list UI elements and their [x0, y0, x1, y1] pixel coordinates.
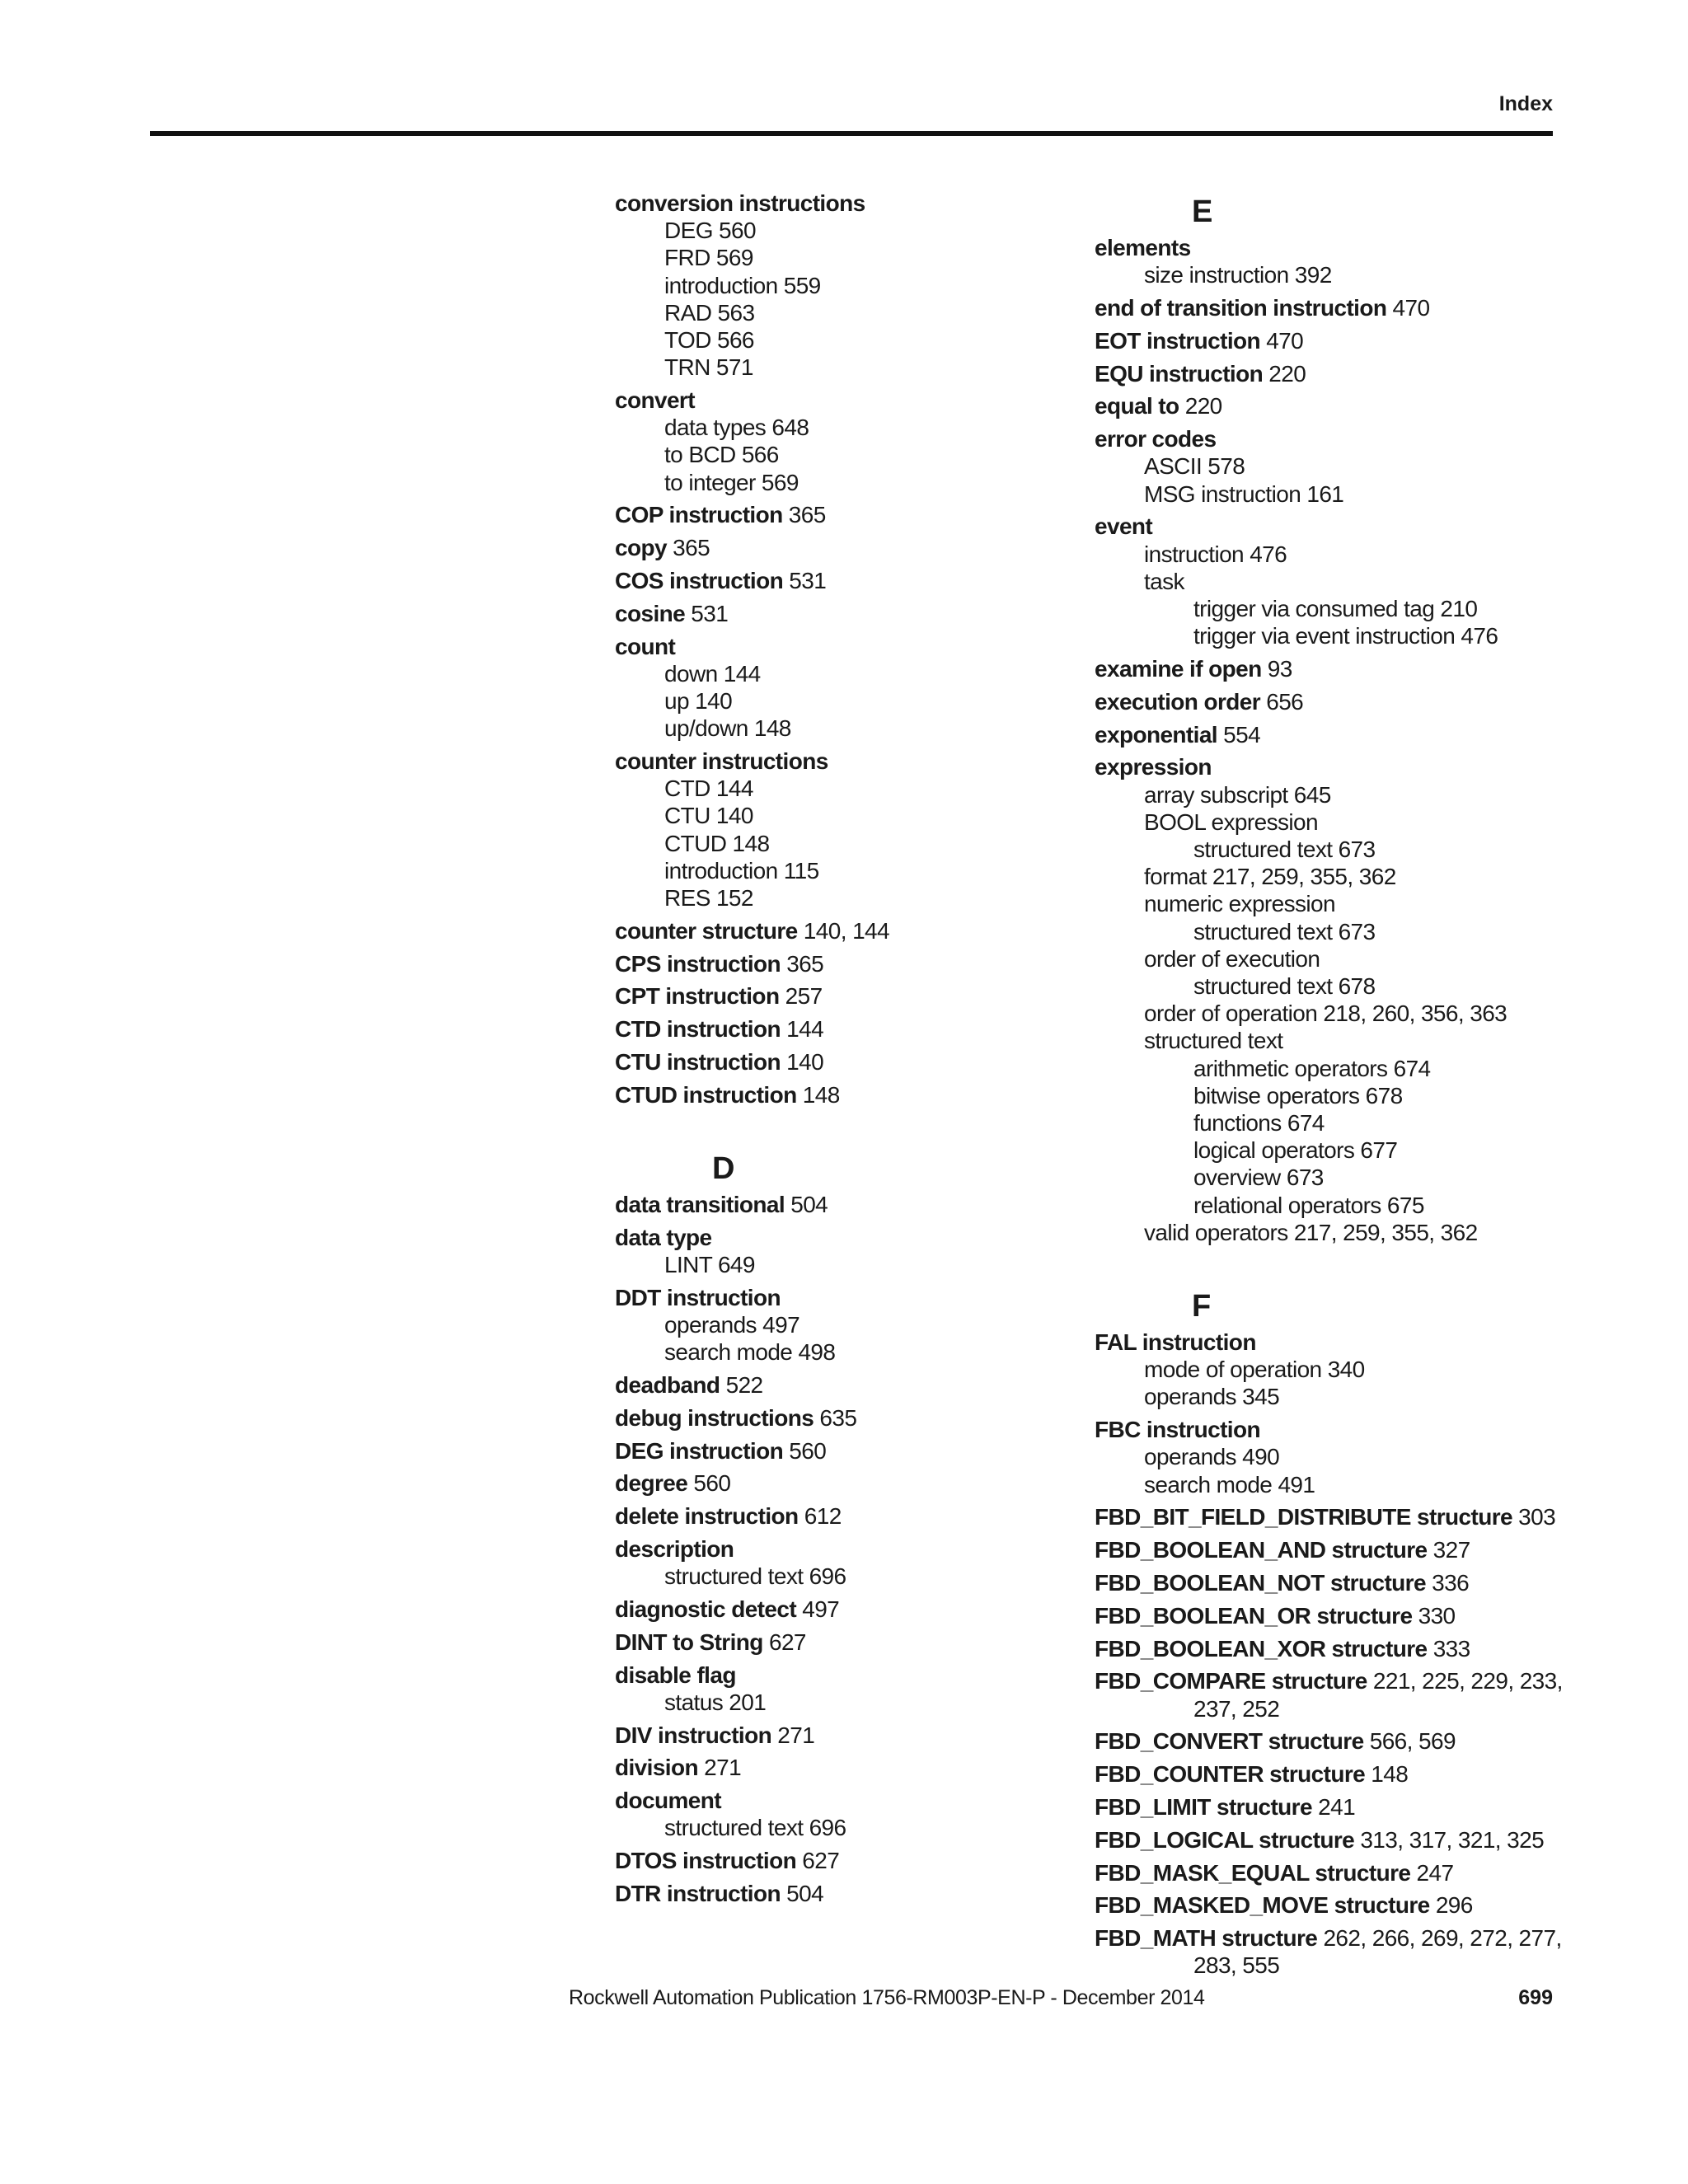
index-subentry: ASCII 578 — [1144, 453, 1245, 480]
index-entry — [1095, 360, 1573, 387]
index-entry — [615, 748, 1076, 775]
index-pages: 612 — [798, 1503, 842, 1530]
index-term: CTUD instruction — [615, 1081, 797, 1108]
index-entry — [615, 190, 1076, 217]
index-entry — [1095, 1891, 1573, 1919]
index-term: data transitional — [615, 1192, 785, 1218]
index-entry — [1095, 1416, 1573, 1443]
index-term: DDT instruction — [615, 1284, 781, 1310]
index-subentry: RES 152 — [664, 885, 753, 912]
index-entry — [615, 567, 1076, 594]
index-subentry: mode of operation 340 — [1144, 1357, 1365, 1383]
index-term: delete instruction — [615, 1503, 799, 1530]
index-subentry: format 217, 259, 355, 362 — [1144, 864, 1396, 890]
index-term: FBD_BOOLEAN_NOT structure — [1095, 1570, 1426, 1596]
index-term: FBD_LOGICAL structure — [1095, 1826, 1355, 1853]
index-term: FBD_MASKED_MOVE structure — [1095, 1892, 1430, 1919]
index-entry — [615, 1404, 1076, 1432]
index-term: EQU instruction — [1095, 360, 1264, 387]
index-entry — [615, 1015, 1076, 1043]
index-pages: 365 — [782, 502, 826, 528]
index-term: counter structure — [615, 917, 798, 944]
index-entry — [615, 387, 1076, 414]
index-entry — [1095, 513, 1573, 540]
index-subsubentry: functions 674 — [1193, 1110, 1325, 1137]
index-pages: 303 — [1512, 1504, 1556, 1530]
index-pages: 140 — [781, 1049, 824, 1076]
index-entry — [1095, 1635, 1573, 1662]
index-subentry: BOOL expression — [1144, 808, 1318, 835]
index-subentry: introduction 559 — [664, 272, 821, 298]
index-term: FBD_MASK_EQUAL structure — [1095, 1859, 1411, 1886]
index-pages: 531 — [783, 568, 827, 594]
index-term: copy — [615, 535, 667, 561]
index-term: FBD_BOOLEAN_XOR structure — [1095, 1635, 1428, 1661]
index-subentry: instruction 476 — [1144, 541, 1287, 567]
index-pages: 522 — [720, 1372, 763, 1399]
index-subentry: to integer 569 — [664, 469, 799, 495]
index-subentry: operands 345 — [1144, 1384, 1280, 1410]
index-pages: 336 — [1425, 1570, 1470, 1596]
index-term: description — [615, 1536, 734, 1562]
index-subsubentry: trigger via event instruction 476 — [1193, 623, 1498, 649]
index-pages: 333 — [1427, 1635, 1470, 1661]
index-pages: 560 — [783, 1437, 827, 1464]
index-term: error codes — [1095, 426, 1217, 452]
index-entry — [1095, 1329, 1573, 1356]
index-letter-heading: F — [1192, 1289, 1212, 1324]
index-pages: 504 — [785, 1192, 828, 1218]
index-entry — [1095, 1727, 1573, 1755]
index-subsubentry: structured text 678 — [1193, 973, 1376, 1000]
index-entry — [615, 1284, 1076, 1311]
index-term: FBD_COMPARE structure — [1095, 1668, 1367, 1694]
index-term: count — [615, 633, 676, 659]
index-term: DIV instruction — [615, 1722, 772, 1748]
index-subentry: down 144 — [664, 660, 761, 687]
index-pages: 296 — [1429, 1892, 1473, 1919]
index-term: debug instructions — [615, 1404, 814, 1431]
index-subentry: structured text 696 — [664, 1563, 846, 1590]
index-pages: 93 — [1261, 656, 1292, 682]
index-entry — [615, 600, 1076, 627]
index-entry — [1095, 294, 1573, 321]
index-entry — [1095, 234, 1573, 261]
index-pages: 365 — [781, 950, 824, 977]
index-subentry: data types 648 — [664, 415, 809, 441]
index-entry — [615, 1847, 1076, 1874]
header-rule — [150, 131, 1553, 136]
page-header-title: Index — [1498, 92, 1553, 115]
index-pages: 220 — [1263, 360, 1306, 387]
index-subentry: to BCD 566 — [664, 442, 779, 468]
index-term: conversion instructions — [615, 190, 865, 216]
index-entry — [1095, 1826, 1573, 1854]
index-subentry: order of operation 218, 260, 356, 363 — [1144, 1001, 1507, 1027]
index-pages: 148 — [1365, 1761, 1409, 1788]
index-term: CPS instruction — [615, 950, 781, 977]
index-pages: 221, 225, 229, 233, — [1367, 1668, 1563, 1694]
index-subentry: search mode 491 — [1144, 1471, 1315, 1497]
index-subentry: numeric expression — [1144, 891, 1335, 917]
index-entry — [615, 1371, 1076, 1399]
index-pages: 271 — [771, 1722, 815, 1748]
index-entry — [615, 1224, 1076, 1251]
index-term: FBD_COUNTER structure — [1095, 1761, 1366, 1788]
index-entry — [615, 1502, 1076, 1530]
index-term: FBD_CONVERT structure — [1095, 1728, 1364, 1755]
index-entry — [615, 950, 1076, 977]
index-entry — [615, 1880, 1076, 1907]
index-subentry: operands 490 — [1144, 1444, 1280, 1470]
index-entry — [1095, 753, 1573, 780]
index-pages: 247 — [1410, 1859, 1454, 1886]
index-entry — [615, 1629, 1076, 1656]
index-term: CTU instruction — [615, 1049, 781, 1076]
index-pages: 470 — [1386, 295, 1430, 321]
index-term: FBD_MATH structure — [1095, 1925, 1318, 1952]
index-entry — [615, 501, 1076, 528]
index-pages: 504 — [781, 1880, 824, 1906]
index-subentry: size instruction 392 — [1144, 262, 1332, 288]
index-term: elements — [1095, 235, 1191, 260]
index-pages: 635 — [814, 1404, 857, 1431]
index-column-right — [1095, 190, 1573, 1980]
index-subsubentry: trigger via consumed tag 210 — [1193, 596, 1478, 621]
index-pages: 554 — [1217, 721, 1261, 748]
index-pages: 257 — [779, 983, 823, 1010]
index-term: end of transition instruction — [1095, 295, 1387, 321]
index-entry — [1095, 425, 1573, 452]
index-entry — [615, 1469, 1076, 1497]
index-entry — [1095, 1667, 1573, 1694]
index-subsubentry: logical operators 677 — [1193, 1137, 1398, 1164]
index-entry — [615, 1191, 1076, 1218]
index-term: expression — [1095, 754, 1212, 780]
index-pages: 531 — [685, 600, 729, 626]
index-letter-heading: D — [712, 1151, 735, 1187]
index-entry — [1095, 1536, 1573, 1563]
index-entry — [615, 1048, 1076, 1076]
index-pages: 656 — [1260, 688, 1304, 715]
index-term: FBD_BIT_FIELD_DISTRIBUTE structure — [1095, 1504, 1512, 1530]
index-subentry: RAD 563 — [664, 299, 755, 326]
index-term: exponential — [1095, 721, 1217, 748]
index-pages: 327 — [1427, 1537, 1470, 1563]
index-pages-continued: 237, 252 — [1193, 1695, 1280, 1722]
index-term: data type — [615, 1224, 712, 1250]
index-entry — [615, 1535, 1076, 1563]
index-entry — [615, 917, 1076, 944]
index-entry — [1095, 1503, 1573, 1530]
index-pages: 144 — [781, 1016, 824, 1043]
index-entry — [1095, 1602, 1573, 1629]
index-subentry: CTD 144 — [664, 776, 753, 802]
index-subentry: LINT 649 — [664, 1252, 755, 1278]
index-entry — [1095, 1760, 1573, 1788]
index-entry — [1095, 1793, 1573, 1821]
index-subentry: up 140 — [664, 688, 733, 715]
index-term: EOT instruction — [1095, 327, 1261, 354]
index-entry — [1095, 1924, 1573, 1952]
index-subsubentry: structured text 673 — [1193, 837, 1376, 862]
index-entry — [615, 1437, 1076, 1465]
index-subentry: search mode 498 — [664, 1339, 836, 1366]
index-term: diagnostic detect — [615, 1596, 797, 1622]
index-term: document — [615, 1788, 721, 1814]
footer-publication: Rockwell Automation Publication 1756-RM003P-EN-P - December 2014 — [569, 1986, 1205, 2009]
index-pages: 365 — [666, 535, 710, 561]
index-term: FBD_BOOLEAN_AND structure — [1095, 1537, 1428, 1563]
index-term: degree — [615, 1470, 688, 1497]
index-term: CPT instruction — [615, 983, 780, 1010]
index-subentry: array subscript 645 — [1144, 781, 1331, 808]
index-entry — [1095, 1569, 1573, 1596]
index-pages: 627 — [762, 1629, 806, 1655]
index-pages: 262, 266, 269, 272, 277, — [1317, 1925, 1562, 1952]
index-entry — [615, 1787, 1076, 1814]
index-subentry: CTUD 148 — [664, 830, 770, 856]
index-subsubentry: bitwise operators 678 — [1193, 1082, 1403, 1108]
index-entry — [615, 1081, 1076, 1108]
index-pages: 627 — [796, 1848, 840, 1874]
index-pages: 566, 569 — [1363, 1728, 1456, 1755]
index-pages: 497 — [796, 1596, 840, 1622]
index-term: execution order — [1095, 688, 1261, 715]
index-pages: 241 — [1311, 1794, 1356, 1821]
index-entry — [615, 1722, 1076, 1749]
index-entry — [615, 534, 1076, 561]
index-column-left — [615, 190, 1076, 1907]
index-subentry: up/down 148 — [664, 715, 791, 742]
index-entry — [615, 1754, 1076, 1781]
index-pages: 470 — [1260, 327, 1304, 354]
index-subentry: MSG instruction 161 — [1144, 480, 1344, 507]
index-term: DINT to String — [615, 1629, 763, 1655]
index-pages-continued: 283, 555 — [1193, 1952, 1280, 1979]
index-subsubentry: relational operators 675 — [1193, 1192, 1424, 1218]
index-entry — [1095, 688, 1573, 715]
index-pages: 330 — [1412, 1602, 1456, 1629]
index-term: disable flag — [615, 1661, 736, 1688]
index-term: cosine — [615, 600, 686, 626]
index-term: deadband — [615, 1372, 720, 1399]
index-term: FBD_BOOLEAN_OR structure — [1095, 1602, 1413, 1629]
index-subentry: operands 497 — [664, 1312, 800, 1338]
index-term: examine if open — [1095, 656, 1262, 682]
index-term: equal to — [1095, 393, 1179, 419]
index-term: DTOS instruction — [615, 1848, 797, 1874]
index-pages: 560 — [687, 1470, 731, 1497]
index-term: convert — [615, 387, 695, 414]
index-entry — [1095, 1859, 1573, 1886]
index-entry — [615, 1596, 1076, 1623]
index-subsubentry: overview 673 — [1193, 1165, 1324, 1191]
index-subentry: status 201 — [664, 1689, 767, 1715]
index-term: DEG instruction — [615, 1437, 784, 1464]
index-entry — [1095, 655, 1573, 682]
index-term: event — [1095, 513, 1153, 540]
index-entry — [615, 1661, 1076, 1689]
index-subentry: TRN 571 — [664, 354, 753, 381]
index-term: COP instruction — [615, 502, 783, 528]
index-term: COS instruction — [615, 568, 784, 594]
index-entry — [615, 633, 1076, 660]
index-pages: 220 — [1179, 393, 1222, 419]
index-subentry: introduction 115 — [664, 857, 819, 883]
index-subentry: DEG 560 — [664, 218, 756, 244]
index-entry — [1095, 721, 1573, 748]
index-entry — [1095, 392, 1573, 419]
index-term: FAL instruction — [1095, 1329, 1256, 1356]
index-term: FBC instruction — [1095, 1417, 1260, 1443]
index-term: counter instructions — [615, 748, 828, 775]
index-subentry: structured text 696 — [664, 1815, 846, 1841]
index-pages: 140, 144 — [797, 917, 889, 944]
footer-page-number: 699 — [1518, 1986, 1553, 2009]
index-pages: 271 — [698, 1755, 742, 1781]
index-subentry: FRD 569 — [664, 245, 753, 271]
index-subentry: TOD 566 — [664, 327, 754, 354]
index-term: DTR instruction — [615, 1880, 781, 1906]
index-subentry: order of execution — [1144, 945, 1320, 972]
index-entry — [1095, 327, 1573, 354]
index-subentry: structured text — [1144, 1028, 1283, 1054]
index-pages: 148 — [796, 1081, 840, 1108]
index-term: CTD instruction — [615, 1016, 781, 1043]
index-subsubentry: structured text 673 — [1193, 918, 1376, 944]
index-subentry: valid operators 217, 259, 355, 362 — [1144, 1219, 1478, 1245]
index-subsubentry: arithmetic operators 674 — [1193, 1055, 1431, 1081]
index-subentry: task — [1144, 568, 1184, 594]
index-pages: 313, 317, 321, 325 — [1354, 1826, 1545, 1853]
index-subentry: CTU 140 — [664, 803, 753, 829]
index-term: FBD_LIMIT structure — [1095, 1794, 1312, 1821]
index-letter-heading: E — [1192, 194, 1213, 229]
index-entry — [615, 982, 1076, 1010]
index-term: division — [615, 1755, 698, 1781]
